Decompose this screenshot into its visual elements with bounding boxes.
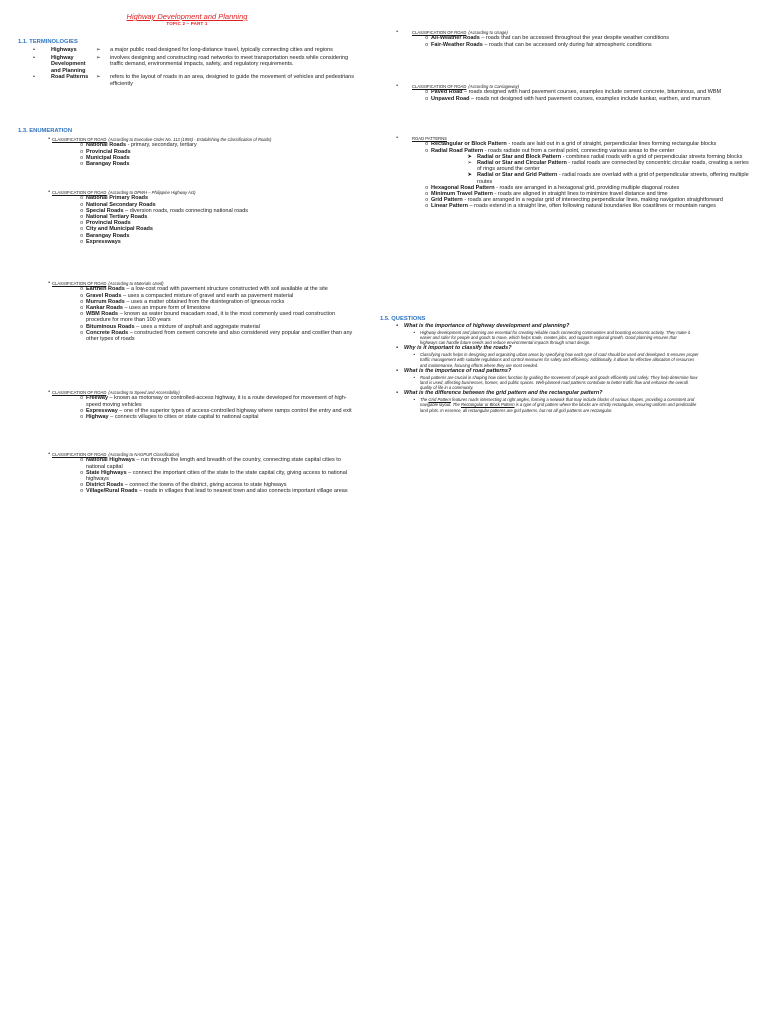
item-name: Murrum Roads <box>86 298 125 305</box>
answer-text: Classifying roads helps in designing and organizing urban areas by specifying how each type of road should be used and developed. It ensures proper traffic management with suitable regulations and control measures for safety and efficiency. Additionally, it allows for effective allocation of resources and maintenance, focusing efforts where they are most needed. <box>420 352 699 368</box>
list-item <box>18 311 358 323</box>
list-item <box>392 203 752 209</box>
item-desc: – roads that can be accessed throughout the year despite weather conditions <box>479 35 670 42</box>
item-name: Radial or Star and Grid Pattern <box>477 172 558 179</box>
road-patterns-section <box>392 136 752 210</box>
classification-label: CLASSIFICATION OF ROAD <box>412 30 467 35</box>
bullet-icon: • <box>33 54 35 61</box>
bullet-icon: • <box>48 280 50 286</box>
term-definition: a major public road designed for long-distance travel, typically connecting cities and regions <box>110 47 333 53</box>
classification-materials <box>18 281 358 342</box>
circle-bullet-icon: o <box>425 89 428 96</box>
list-item <box>392 42 752 48</box>
arrow-icon: ➢ <box>96 74 101 81</box>
bullet-icon: • <box>396 83 398 89</box>
item-name: State Highways <box>86 469 127 476</box>
item-name: Earthen Roads <box>86 286 125 293</box>
item-desc: – uses a mixture of asphalt and aggregate material <box>134 323 260 330</box>
list-item <box>18 457 358 469</box>
classification-label: CLASSIFICATION OF ROAD <box>52 390 107 395</box>
term-name: Highways <box>51 47 77 53</box>
answer <box>380 330 752 346</box>
bullet-icon: • <box>48 389 50 395</box>
arrow-icon: ➢ <box>96 47 101 53</box>
item-desc: – uses an impure form of limestone <box>123 305 211 312</box>
classification-label: CLASSIFICATION OF ROAD <box>412 84 467 89</box>
question <box>380 368 752 375</box>
answer <box>380 397 752 413</box>
circle-bullet-icon: o <box>80 305 83 312</box>
classification-source: (According to DPWH – Philippine Highway Act) <box>108 190 196 195</box>
item-name: Rectangular or Block Pattern <box>431 141 507 148</box>
item-desc: - roads are arranged in a hexagonal grid, providing multiple diagonal routes <box>494 184 680 191</box>
item-desc: – one of the superior types of access-controlled highway where ramps control the entry and exit <box>117 407 352 414</box>
classification-source: (According to Carriageway) <box>468 84 520 89</box>
item-name: Radial Road Pattern <box>431 147 484 154</box>
arrow-icon: ➤ <box>467 153 472 160</box>
item-desc: - roads radiate out from a central point, connecting various areas to the center <box>483 147 675 154</box>
title-block <box>112 12 262 27</box>
question-text: What is the importance of highway development and planning? <box>404 323 570 329</box>
item-name: Provincial Roads <box>86 148 131 155</box>
circle-bullet-icon: o <box>425 184 428 191</box>
item-name: Freeway <box>86 395 109 402</box>
bullet-icon: • <box>396 345 398 352</box>
classification-eo113 <box>18 137 358 167</box>
item-desc: – roads designed with hard pavement courses, examples include cement concrete, bituminous, and WBM <box>462 89 722 96</box>
item-desc: – connect the important cities of the state to the state capital city, giving access to national highways <box>86 469 347 483</box>
classification-speed <box>18 390 358 420</box>
circle-bullet-icon: o <box>80 286 83 293</box>
question <box>380 390 752 397</box>
bullet-icon: • <box>413 374 415 380</box>
item-name: Hexagonal Road Pattern <box>431 184 495 191</box>
answer-text <box>420 397 700 413</box>
item-name: Minimum Travel Pattern <box>431 191 494 198</box>
item-desc: - radial roads are connected by concentric circular roads, creating a series of rings around the center <box>477 160 749 173</box>
question-text: What is the difference between the grid pattern and the rectangular pattern? <box>404 390 603 397</box>
circle-bullet-icon: o <box>425 197 428 204</box>
terminologies-section <box>18 39 358 88</box>
list-item <box>18 161 358 167</box>
term-definition: refers to the layout of roads in an area, designed to guide the movement of vehicles and pedestrians efficiently <box>110 74 354 87</box>
list-item <box>18 470 358 482</box>
item-desc: - radial roads are overlaid with a grid of perpendicular streets, offering multiple routes <box>477 172 749 185</box>
enumeration-section <box>18 128 358 135</box>
item-desc: – constructed from cement concrete and also considered very popular and costlier than any other types of roads <box>86 329 353 343</box>
item-desc: - roads are aligned in straight lines to minimize travel distance and time <box>493 191 668 198</box>
answer <box>380 352 752 368</box>
answer-part: The <box>420 397 429 403</box>
circle-bullet-icon: o <box>425 41 428 48</box>
circle-bullet-icon: o <box>80 414 83 421</box>
classification-source: (According to Materials Used) <box>108 281 164 286</box>
classification-nagpur <box>18 452 358 495</box>
circle-bullet-icon: o <box>80 195 83 202</box>
item-desc: – run through the length and breadth of the country, connecting state capital cities to national capital <box>86 457 341 470</box>
classification-usage <box>392 30 752 48</box>
classification-source: (According to Executive Order No. 113 (1955) - Establishing the Classification of Roads) <box>108 137 272 142</box>
item-name: National Secondary Roads <box>86 201 156 208</box>
term-name: Road Patterns <box>51 74 89 81</box>
arrow-icon: ➤ <box>467 172 472 179</box>
item-desc: – connect the towns of the district, giving access to state highways <box>123 482 287 489</box>
item-name: Barangay Roads <box>86 161 130 168</box>
item-name: District Roads <box>86 482 124 489</box>
answer-text: Road patterns are crucial in shaping how cities function by guiding the movement of people and goods efficiently and safely. They help determine how land is used, affecting businesses, homes, and public spaces. Well-planned road patterns contribute to better traffic flow and enhance the overall quality of life in a community. <box>420 374 698 391</box>
bullet-icon: • <box>396 323 398 329</box>
circle-bullet-icon: o <box>80 407 83 414</box>
item-desc: – uses a compacted mixture of gravel and earth as pavement material <box>121 292 294 299</box>
circle-bullet-icon: o <box>425 141 428 148</box>
bullet-icon: • <box>396 390 398 397</box>
answer-part: features roads intersecting at right angles, forming a network that may include blocks of various shapes, providing a consistent and navigable layout. The <box>420 397 695 408</box>
question <box>380 345 752 352</box>
bullet-icon: • <box>48 136 50 142</box>
list-item <box>18 488 358 494</box>
list-item <box>392 96 752 102</box>
circle-bullet-icon: o <box>80 142 83 149</box>
classification-label: CLASSIFICATION OF ROAD <box>52 452 107 457</box>
circle-bullet-icon: o <box>80 220 83 227</box>
item-name: Radial or Star and Circular Pattern <box>477 160 567 167</box>
bullet-icon: • <box>396 29 398 35</box>
item-name: Grid Pattern <box>431 197 463 204</box>
classification-source: (According to NAGPUR Classification) <box>108 452 180 457</box>
item-name: Special Roads <box>86 207 124 214</box>
bullet-icon: • <box>413 397 415 403</box>
item-desc: - primary, secondary, tertiary <box>126 142 197 149</box>
circle-bullet-icon: o <box>80 154 83 161</box>
question <box>380 323 752 330</box>
item-desc: – roads extend in a straight line, often following natural boundaries like coastlines or mountain ranges <box>467 203 716 210</box>
item-name: National Tertiary Roads <box>86 214 148 221</box>
item-desc: – a low-cost road with pavement structure constructed with soil available at the site <box>124 286 328 293</box>
bullet-icon: • <box>396 367 398 374</box>
item-desc: - combines radial roads with a grid of perpendicular streets forming blocks <box>561 153 743 160</box>
circle-bullet-icon: o <box>425 95 428 102</box>
item-name: Highway <box>86 414 109 421</box>
bullet-icon: • <box>33 47 35 53</box>
item-name: Concrete Roads <box>86 329 129 336</box>
circle-bullet-icon: o <box>80 395 83 402</box>
item-desc: – roads not designed with hard pavement courses, examples include kankar, earthen, and murram <box>469 95 711 102</box>
bullet-icon: • <box>396 135 398 141</box>
item-name: WBM Roads <box>86 311 119 318</box>
bullet-icon: • <box>413 329 415 335</box>
question-text: Why is it important to classify the roads? <box>404 345 512 352</box>
classification-source: (According to Usage) <box>468 30 508 35</box>
circle-bullet-icon: o <box>425 147 428 154</box>
section-heading-terminologies: 1.1. TERMINOLOGIES <box>18 39 78 45</box>
item-desc: – roads that can be accessed only during fair atmospheric conditions <box>482 41 652 48</box>
section-heading-enumeration: 1.3. ENUMERATION <box>18 128 73 134</box>
item-name: Linear Pattern <box>431 203 468 210</box>
answer <box>380 375 752 391</box>
page-title: Highway Development and Planning <box>126 12 248 21</box>
circle-bullet-icon: o <box>80 148 83 155</box>
item-desc: – roads in villages that lead to nearest town and also connects important village areas <box>137 488 348 495</box>
circle-bullet-icon: o <box>80 207 83 214</box>
circle-bullet-icon: o <box>425 191 428 198</box>
term-row <box>18 74 358 87</box>
item-desc: – known as motorway or controlled-access highway, it is a route developed for movement of high-speed moving vehicles <box>86 395 347 408</box>
item-name: Expressway <box>86 407 118 414</box>
item-name: Bituminous Roads <box>86 323 135 330</box>
item-name: Radial or Star and Block Pattern <box>477 153 562 160</box>
circle-bullet-icon: o <box>80 214 83 221</box>
bullet-icon: • <box>48 189 50 195</box>
item-name: Unpaved Road <box>431 95 470 102</box>
item-name: Gravel Roads <box>86 292 122 299</box>
item-name: Paved Road <box>431 89 463 96</box>
question-text: What is the importance of road patterns? <box>404 367 512 374</box>
item-desc: – diversion roads, roads connecting national roads <box>123 207 249 214</box>
circle-bullet-icon: o <box>80 292 83 299</box>
answer-part: is a type of grid pattern where the blocks are strictly rectangular, ensuring uniform and predictable land plots. In essence, all rectangular patterns are grid patterns, but not all grid patterns are rectangular. <box>420 402 697 413</box>
term-row <box>18 55 358 75</box>
page-subtitle: TOPIC 2 – PART 1 <box>166 21 208 26</box>
item-name: Village/Rural Roads <box>86 488 138 495</box>
item-desc: – connects villages to cities or state capital to national capital <box>108 414 259 421</box>
circle-bullet-icon: o <box>425 35 428 42</box>
classification-source: (According to Speed and Accessibility) <box>108 390 180 395</box>
term-name: Highway Development and Planning <box>51 54 86 74</box>
item-name: City and Municipal Roads <box>86 226 153 233</box>
circle-bullet-icon: o <box>80 482 83 489</box>
list-item <box>18 330 358 342</box>
classification-carriageway <box>392 84 752 102</box>
list-item <box>18 395 358 407</box>
item-desc: - roads are laid out in a grid of straight, perpendicular lines forming rectangular blocks <box>506 141 717 148</box>
item-name: Municipal Roads <box>86 154 130 161</box>
item-name: Kankar Roads <box>86 305 123 312</box>
classification-label: ROAD PATTERNS <box>412 136 447 141</box>
item-name: Provincial Roads <box>86 220 131 227</box>
item-desc: – known as water bound macadam road, it is the most commonly used road construction procedure for more than 100 years <box>86 311 336 324</box>
arrow-icon: ➢ <box>467 160 472 167</box>
item-name: National Roads <box>86 142 127 149</box>
circle-bullet-icon: o <box>80 488 83 495</box>
bullet-icon: • <box>413 352 415 358</box>
item-desc: – uses a matter obtained from the disintegration of igneous rocks <box>124 298 285 305</box>
circle-bullet-icon: o <box>80 201 83 208</box>
arrow-icon: ➢ <box>96 54 101 61</box>
circle-bullet-icon: o <box>80 311 83 318</box>
circle-bullet-icon: o <box>80 232 83 239</box>
item-name: Expressways <box>86 238 121 245</box>
item-name: All-Weather Roads <box>431 35 480 42</box>
circle-bullet-icon: o <box>80 238 83 245</box>
item-name: Fair-Weather Roads <box>431 41 483 48</box>
circle-bullet-icon: o <box>80 457 83 464</box>
circle-bullet-icon: o <box>80 226 83 233</box>
answer-text: Highway development and planning are essential for creating reliable roads connecting communities and boosting economic activity. They make it easier and safer for people and goods to move, which helps trade, creates jobs, and supports regional growth. Good planning ensures that highways can handle future needs and reduce environmental impacts through smart design. <box>420 329 690 346</box>
item-name: National Highways <box>86 457 135 464</box>
sub-list-item <box>392 160 752 172</box>
circle-bullet-icon: o <box>80 298 83 305</box>
circle-bullet-icon: o <box>80 161 83 168</box>
questions-section <box>380 316 752 413</box>
term-row <box>18 47 358 54</box>
circle-bullet-icon: o <box>80 323 83 330</box>
classification-label: CLASSIFICATION OF ROAD <box>52 137 107 142</box>
circle-bullet-icon: o <box>80 329 83 336</box>
circle-bullet-icon: o <box>425 203 428 210</box>
sub-list-item <box>392 172 752 184</box>
list-item <box>18 414 358 420</box>
section-heading-questions: 1.5. QUESTIONS <box>380 316 426 322</box>
bullet-icon: • <box>48 451 50 457</box>
bullet-icon: • <box>33 74 35 81</box>
term-definition: involves designing and constructing road networks to meet transportation needs while considering traffic demand, environmental impacts, safety, and regulatory requirements. <box>110 54 349 68</box>
answer-term: Grid Pattern <box>428 397 451 403</box>
item-name: Barangay Roads <box>86 232 130 239</box>
classification-label: CLASSIFICATION OF ROAD <box>52 281 107 286</box>
classification-label: CLASSIFICATION OF ROAD <box>52 190 107 195</box>
item-desc: - roads are arranged in a regular grid of intersecting perpendicular lines, making navigation straightforward <box>462 197 723 204</box>
list-item <box>18 239 358 245</box>
classification-dpwh <box>18 190 358 245</box>
item-name: National Primary Roads <box>86 195 149 202</box>
circle-bullet-icon: o <box>80 469 83 476</box>
answer-term: Rectangular or Block Pattern <box>460 402 515 408</box>
